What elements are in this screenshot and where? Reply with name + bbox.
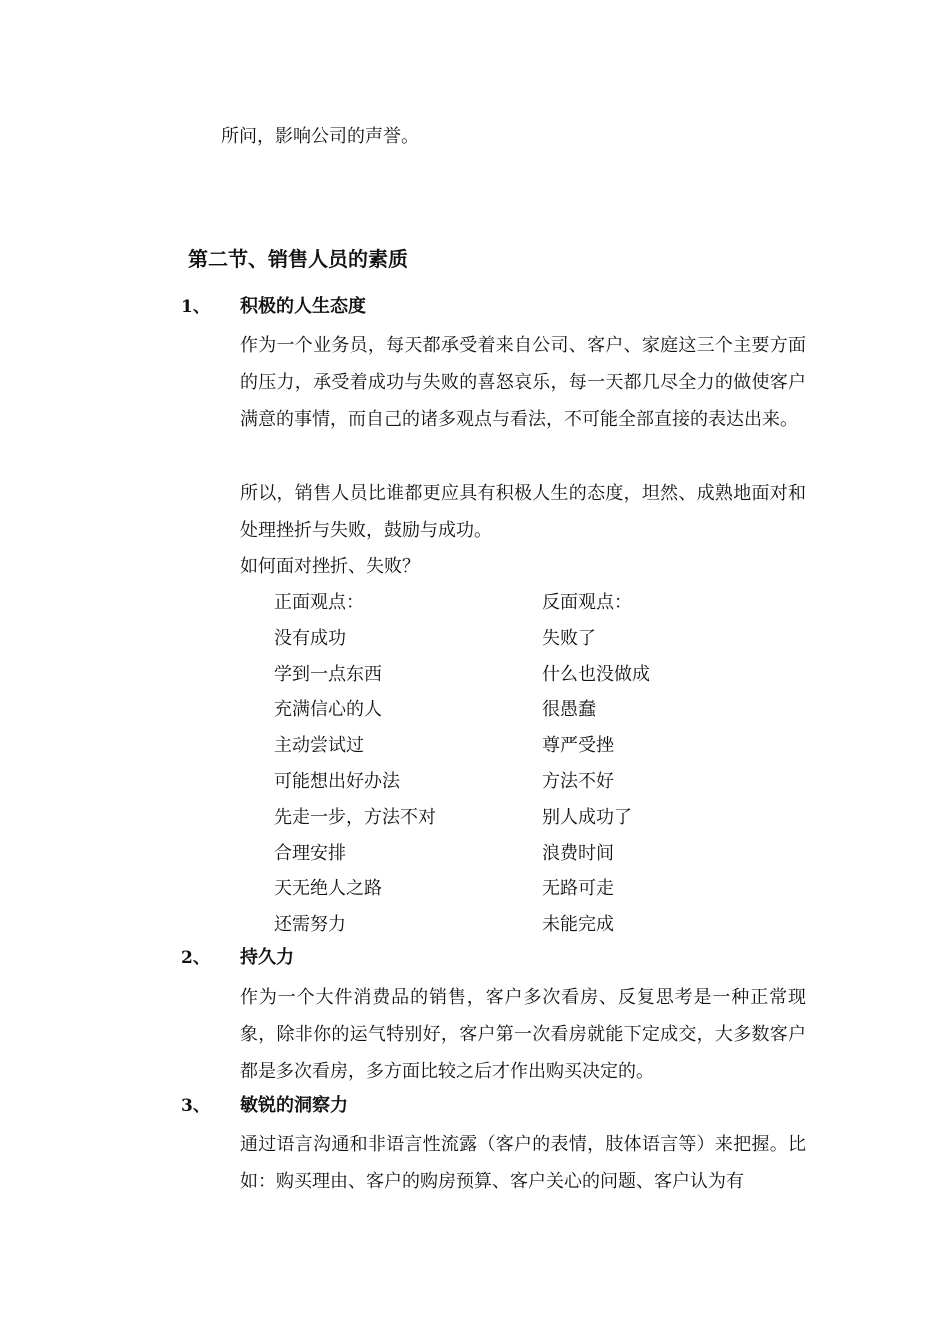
item-number: 1、 xyxy=(181,297,210,317)
paragraph: 所以，销售人员比谁都更应具有积极人生的态度，坦然、成熟地面对和处理挫折与失败，鼓励与成功。 xyxy=(240,483,806,541)
positive-view: 主动尝试过 xyxy=(274,735,364,757)
positive-view: 合理安排 xyxy=(274,842,346,864)
negative-view: 很愚蠢 xyxy=(542,699,596,721)
comparison-row xyxy=(274,910,814,946)
comparison-row xyxy=(274,839,814,875)
positive-view: 还需努力 xyxy=(274,914,346,936)
positive-view: 没有成功 xyxy=(274,627,346,649)
item-title: 积极的人生态度 xyxy=(240,296,366,317)
comparison-row xyxy=(274,874,814,910)
comparison-row xyxy=(274,624,814,660)
comparison-row xyxy=(274,803,814,839)
comparison-header-row xyxy=(274,588,814,624)
paragraph: 如何面对挫折、失败？ xyxy=(240,556,420,577)
item-number: 2、 xyxy=(181,948,210,968)
paragraph: 作为一个大件消费品的销售，客户多次看房、反复思考是一种正常现象，除非你的运气特别好，客户第一次看房就能下定成交，大多数客户都是多次看房，多方面比较之后才作出购买决定的。 xyxy=(240,987,806,1082)
positive-view: 学到一点东西 xyxy=(274,663,382,685)
negative-view: 浪费时间 xyxy=(542,842,614,864)
item-number: 3、 xyxy=(181,1096,210,1116)
negative-view: 失败了 xyxy=(542,627,596,649)
section-title: 第二节、销售人员的素质 xyxy=(188,247,408,271)
positive-view: 可能想出好办法 xyxy=(274,770,400,792)
positive-view: 充满信心的人 xyxy=(274,699,382,721)
negative-view: 尊严受挫 xyxy=(542,735,614,757)
negative-view: 无路可走 xyxy=(542,878,614,900)
positive-header: 正面观点： xyxy=(274,592,364,613)
continuation-text: 所问，影响公司的声誉。 xyxy=(221,126,419,147)
comparison-row xyxy=(274,731,814,767)
negative-view: 方法不好 xyxy=(542,770,614,792)
negative-header: 反面观点： xyxy=(542,592,632,613)
item-title: 持久力 xyxy=(240,947,294,968)
negative-view: 未能完成 xyxy=(542,914,614,936)
positive-view: 先走一步，方法不对 xyxy=(274,806,436,828)
item-title: 敏锐的洞察力 xyxy=(240,1095,348,1116)
comparison-row xyxy=(274,767,814,803)
positive-view: 天无绝人之路 xyxy=(274,878,382,900)
paragraph: 通过语言沟通和非语言性流露（客户的表情，肢体语言等）来把握。比如：购买理由、客户的购房预算、客户关心的问题、客户认为有 xyxy=(240,1134,806,1192)
negative-view: 别人成功了 xyxy=(542,806,632,828)
paragraph: 作为一个业务员，每天都承受着来自公司、客户、家庭这三个主要方面的压力，承受着成功与失败的喜怒哀乐，每一天都几尽全力的做使客户满意的事情，而自己的诸多观点与看法，不可能全部直接的表达出来。 xyxy=(240,335,806,430)
comparison-row xyxy=(274,660,814,696)
comparison-table xyxy=(274,588,814,946)
negative-view: 什么也没做成 xyxy=(542,663,650,685)
comparison-row xyxy=(274,695,814,731)
